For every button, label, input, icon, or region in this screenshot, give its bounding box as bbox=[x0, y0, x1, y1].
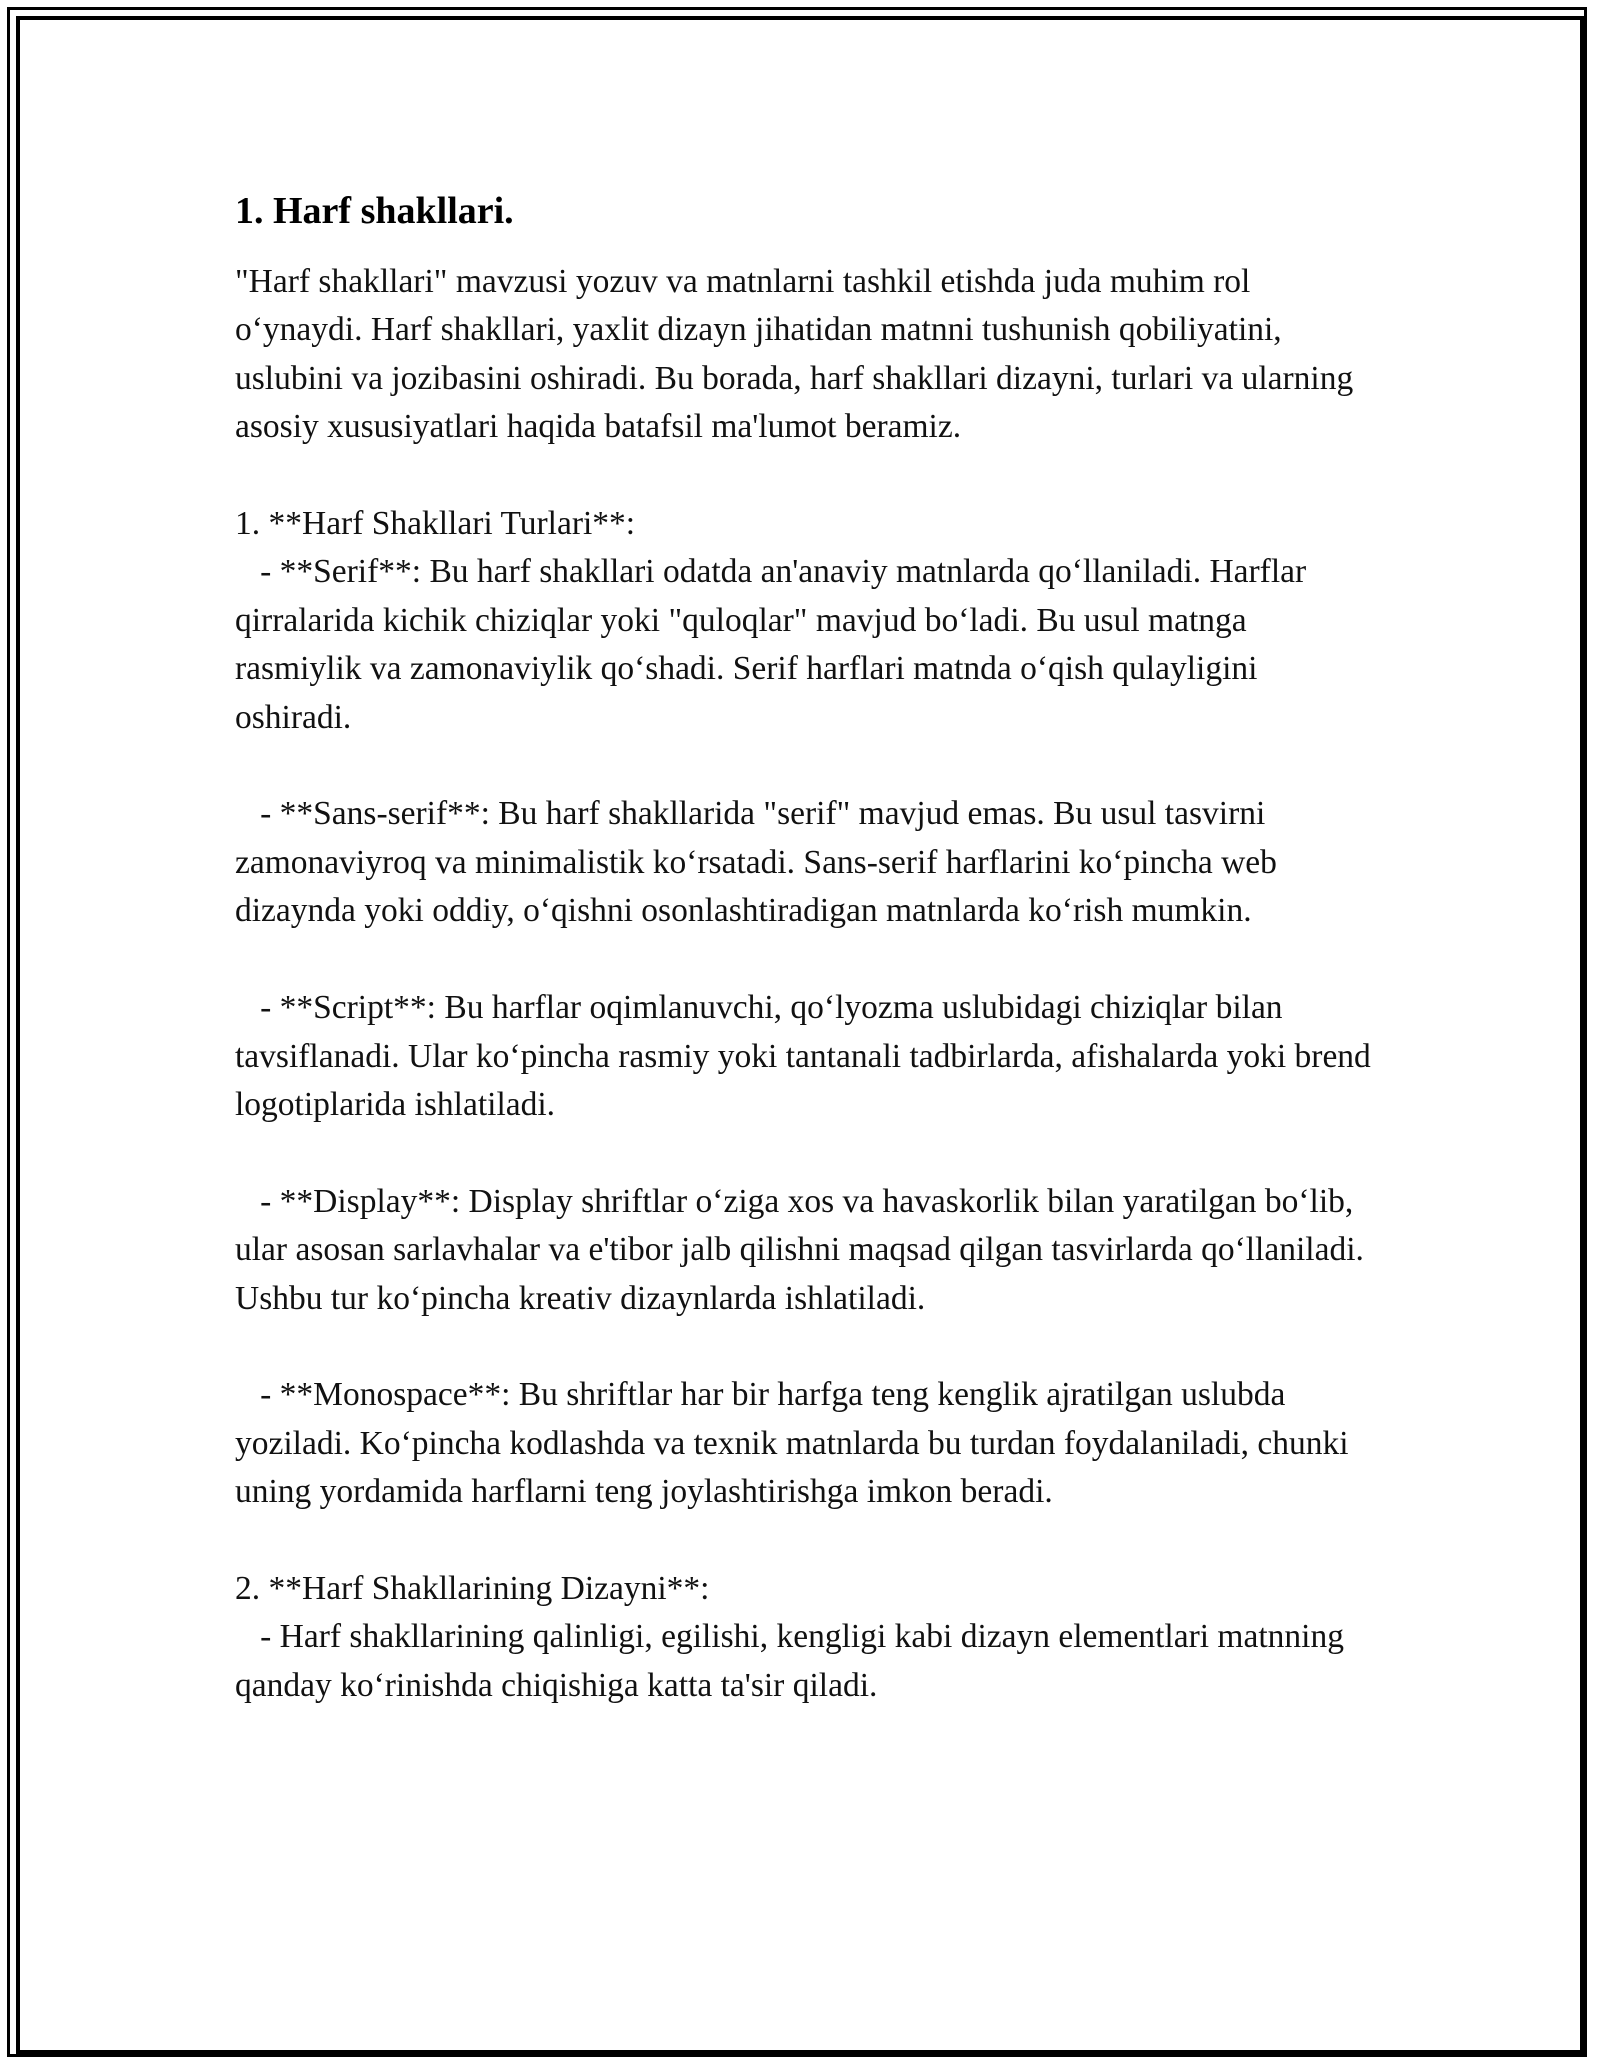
document-title: 1. Harf shakllari. bbox=[235, 190, 514, 232]
document-body: "Harf shakllari" mavzusi yozuv va matnlarni tashkil etishda juda muhim rol o‘ynaydi. Harf shakllari, yaxlit dizayn jihatidan matnni tushunish qobiliyatini, uslubini va jozibasini oshiradi. Bu borada, harf shakllari dizayni, turlari va ularning asosiy xususiyatlari haqida batafsil ma'lumot beramiz. 1. **Harf Shakllari Turlari**: - **Serif**: Bu harf shakllari odatda an'anaviy matnlarda qo‘llaniladi. Harflar qirralarida kichik chiziqlar yoki "quloqlar" mavjud bo‘ladi. Bu usul matnga rasmiylik va zamonaviylik qo‘shadi. Serif harflari matnda o‘qish qulayligini oshiradi. - **Sans-serif**: Bu harf shakllarida "serif" mavjud emas. Bu usul tasvirni zamonaviyroq va minimalistik ko‘rsatadi. Sans-serif harflarini ko‘pincha web dizaynda yoki oddiy, o‘qishni osonlashtiradigan matnlarda ko‘rish mumkin. - **Script**: Bu harflar oqimlanuvchi, qo‘lyozma uslubidagi chiziqlar bilan tavsiflanadi. Ular ko‘pincha rasmiy yoki tantanali tadbirlarda, afishalarda yoki brend logotiplarida ishlatiladi. - **Display**: Display shriftlar o‘ziga xos va havaskorlik bilan yaratilgan bo‘lib, ular asosan sarlavhalar va e'tibor jalb qilishni maqsad qilgan tasvirlarda qo‘llaniladi. Ushbu tur ko‘pincha kreativ dizaynlarda ishlatiladi. - **Monospace**: Bu shriftlar har bir harfga teng kenglik ajratilgan uslubda yoziladi. Ko‘pincha kodlashda va texnik matnlarda bu turdan foydalaniladi, chunki uning yordamida harflarni teng joylashtirishga imkon beradi. 2. **Harf Shakllarining Dizayni**: - Harf shakllarining qalinligi, egilishi, kengligi kabi dizayn elementlari matnning qanday ko‘rinishda chiqishiga katta ta'sir qiladi. bbox=[235, 263, 1371, 1704]
document-content bbox=[235, 186, 1375, 1710]
